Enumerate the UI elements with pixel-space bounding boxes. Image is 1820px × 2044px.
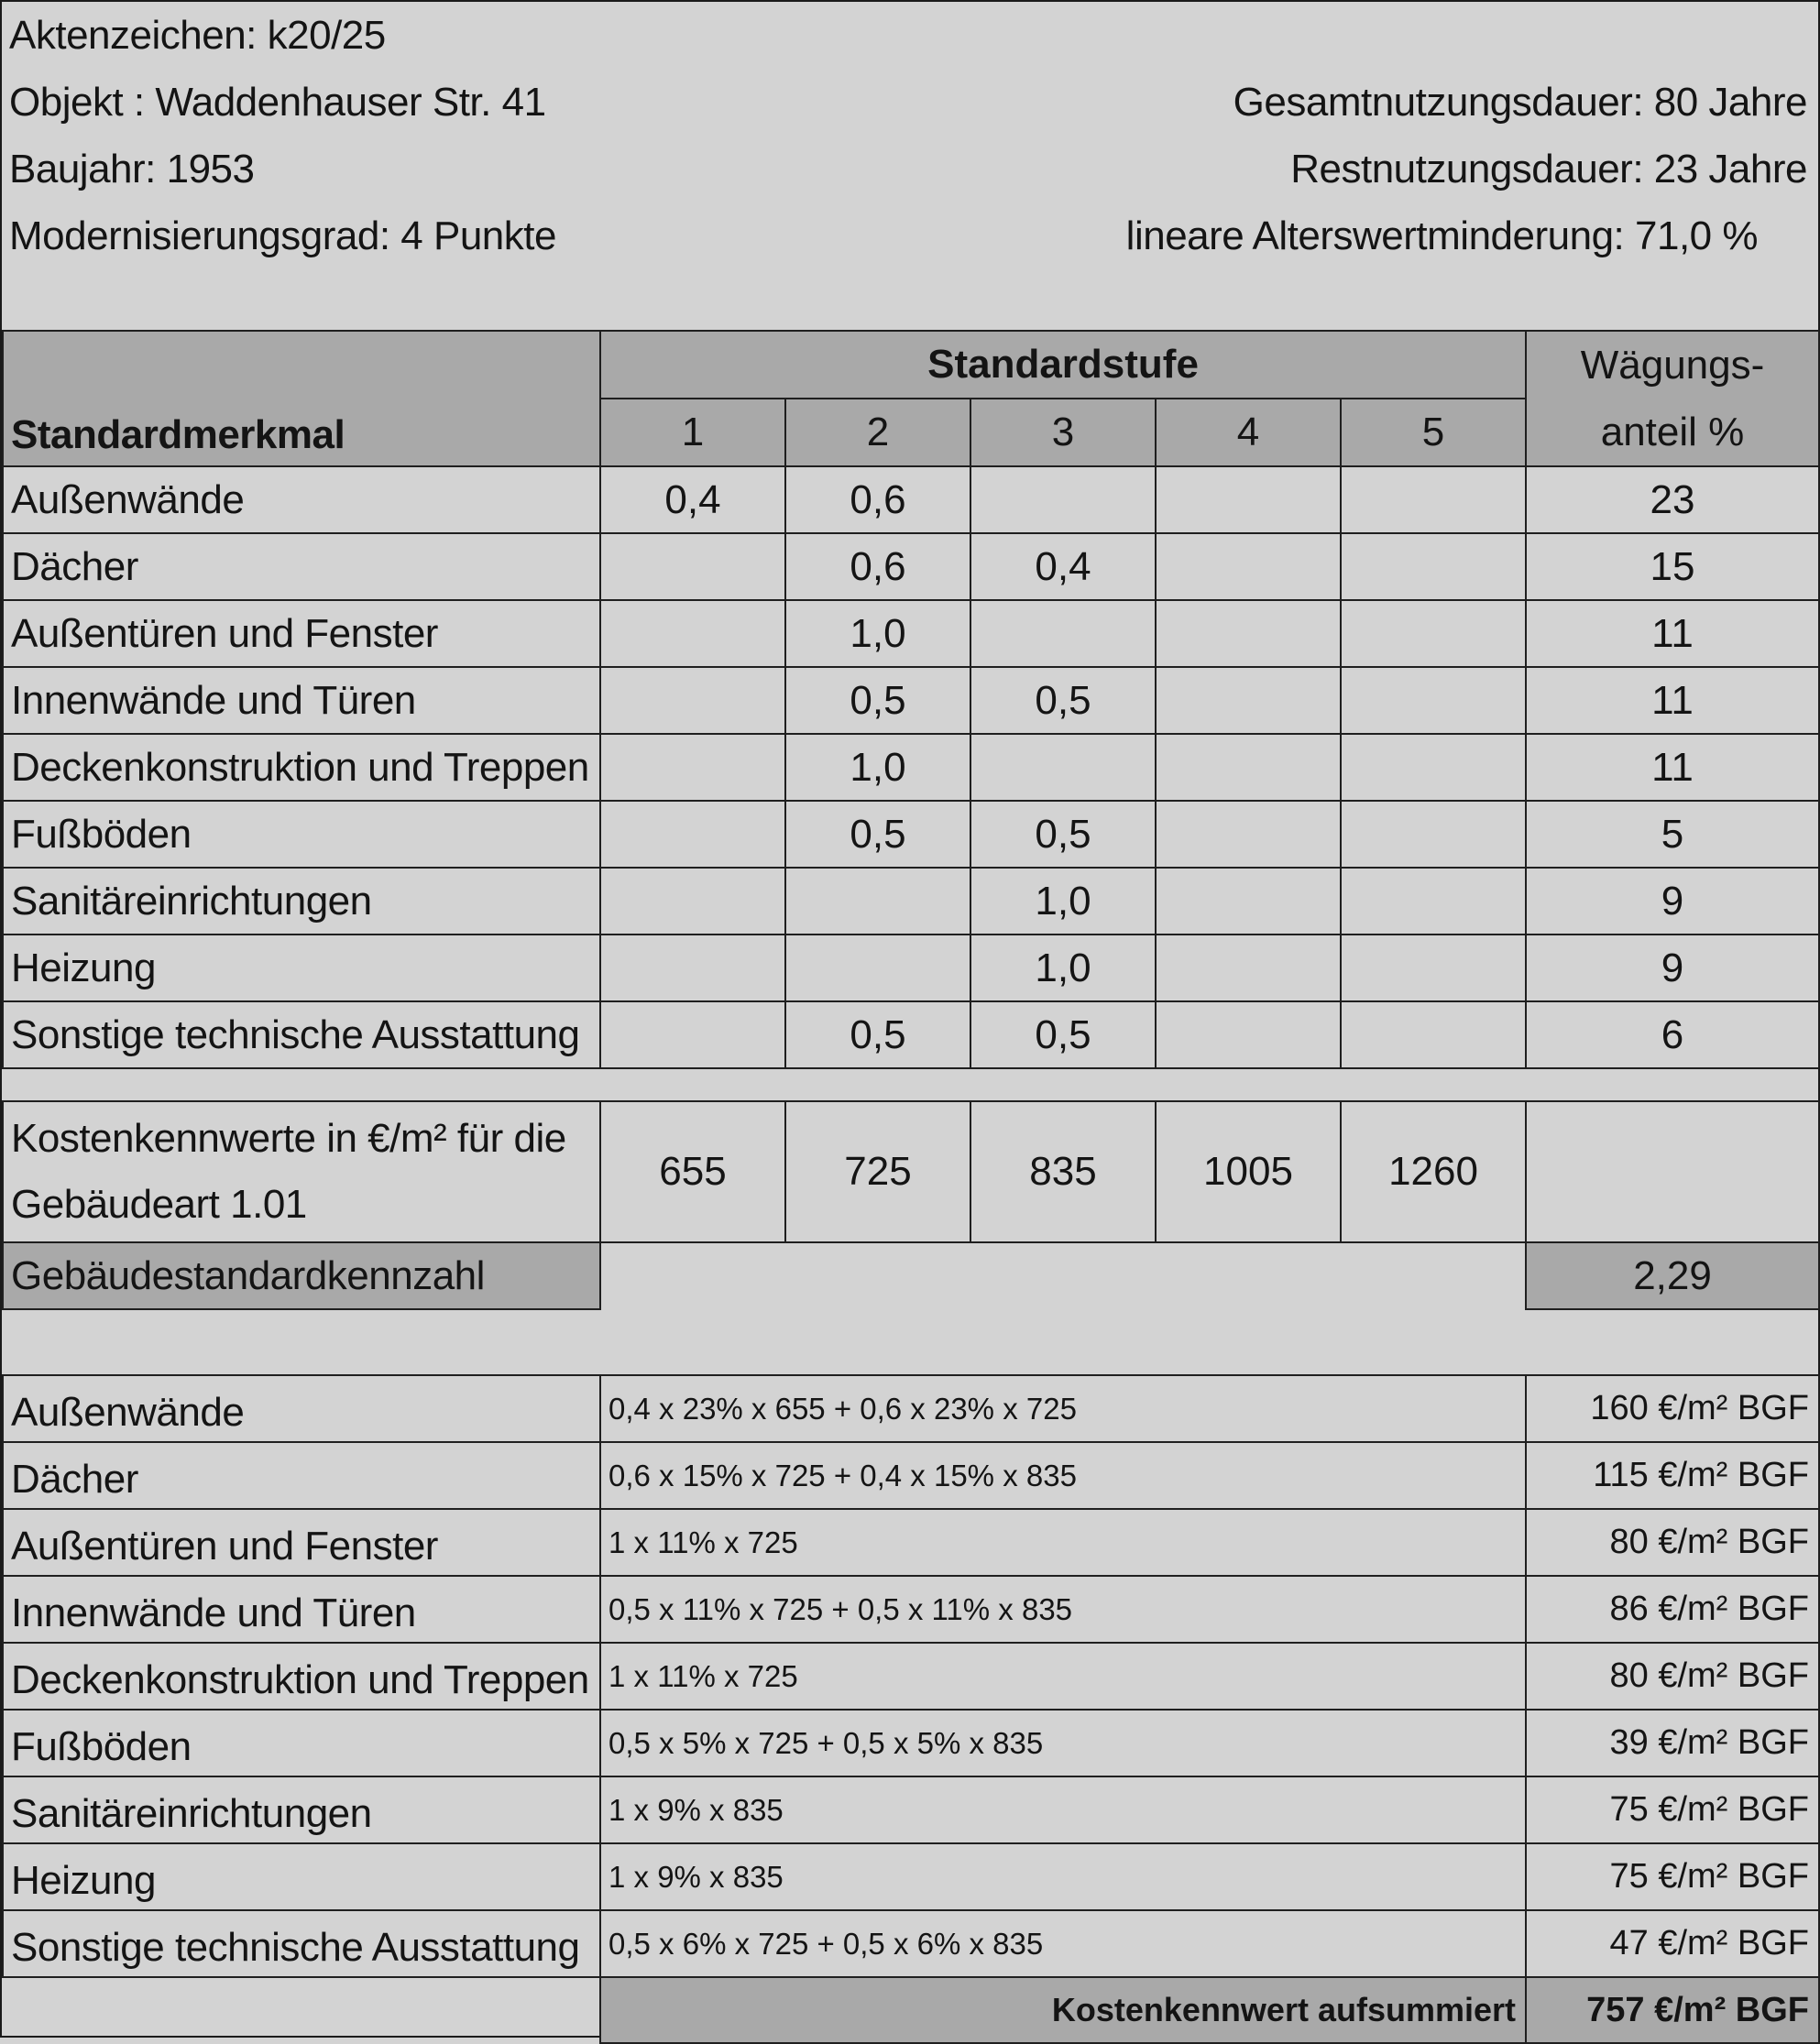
gesamtnutzungsdauer: Gesamtnutzungsdauer: 80 Jahre	[1233, 80, 1807, 125]
row-label: Fußböden	[3, 801, 600, 868]
stufe-cell-4	[1156, 734, 1341, 801]
row-label: Außenwände	[3, 1375, 600, 1442]
stufe-cell-4	[1156, 801, 1341, 868]
stufe-cell-2	[785, 868, 970, 935]
standardstufen-table	[2, 330, 1820, 1310]
row-label: Dächer	[3, 533, 600, 600]
waegung-cell: 11	[1526, 734, 1819, 801]
stufe-cell-4	[1156, 1001, 1341, 1068]
stufe-cell-2: 0,5	[785, 667, 970, 734]
stufe-cell-5	[1341, 667, 1526, 734]
kosten-row	[3, 1576, 1819, 1643]
formula-cell: 0,5 x 5% x 725 + 0,5 x 5% x 835	[600, 1710, 1526, 1776]
stufe-cell-1	[600, 533, 785, 600]
header-standardstufe: Standardstufe	[600, 331, 1526, 399]
stufe-cell-3: 0,5	[970, 1001, 1156, 1068]
stufe-cell-1	[600, 935, 785, 1001]
objekt: Objekt : Waddenhauser Str. 41	[9, 80, 546, 125]
stufe-cell-1: 0,4	[600, 466, 785, 533]
result-cell: 75 €/m² BGF	[1526, 1776, 1819, 1843]
result-cell: 47 €/m² BGF	[1526, 1910, 1819, 1977]
row-label: Innenwände und Türen	[3, 667, 600, 734]
stufe-cell-1	[600, 734, 785, 801]
stufe-cell-5	[1341, 801, 1526, 868]
row-label: Deckenkonstruktion und Treppen	[3, 734, 600, 801]
gebaeudestandardkennzahl-value: 2,29	[1526, 1242, 1819, 1309]
kostenkennwert-1: 655	[600, 1101, 785, 1242]
stufe-header-5: 5	[1341, 399, 1526, 466]
waegung-line2: anteil %	[1600, 410, 1745, 454]
stufe-cell-2	[785, 935, 970, 1001]
kosten-empty	[1526, 1101, 1819, 1242]
stufe-header-1: 1	[600, 399, 785, 466]
row-label: Sanitäreinrichtungen	[3, 868, 600, 935]
stufe-cell-4	[1156, 600, 1341, 667]
stufe-cell-4	[1156, 533, 1341, 600]
waegung-cell: 23	[1526, 466, 1819, 533]
stufe-cell-2: 0,5	[785, 1001, 970, 1068]
row-label: Innenwände und Türen	[3, 1576, 600, 1643]
stufe-cell-2: 0,6	[785, 533, 970, 600]
kosten-label-line1: Kostenkennwerte in €/m² für die	[11, 1116, 566, 1161]
stufe-cell-1	[600, 667, 785, 734]
kosten-row	[3, 1776, 1819, 1843]
waegung-line1: Wägungs-	[1580, 343, 1765, 388]
standard-row	[3, 600, 1819, 667]
kosten-label	[3, 1101, 600, 1242]
waegung-cell: 9	[1526, 935, 1819, 1001]
stufe-cell-3	[970, 600, 1156, 667]
kostenberechnung-table	[2, 1374, 1820, 2044]
aktenzeichen: Aktenzeichen: k20/25	[9, 13, 386, 58]
kostenkennwert-3: 835	[970, 1101, 1156, 1242]
stufe-cell-5	[1341, 466, 1526, 533]
standard-row	[3, 868, 1819, 935]
stufe-cell-4	[1156, 466, 1341, 533]
kostenkennwert-4: 1005	[1156, 1101, 1341, 1242]
formula-cell: 1 x 11% x 725	[600, 1643, 1526, 1710]
standard-row	[3, 466, 1819, 533]
stufe-cell-2: 0,5	[785, 801, 970, 868]
standard-row	[3, 533, 1819, 600]
stufe-cell-4	[1156, 935, 1341, 1001]
stufe-cell-3: 0,5	[970, 667, 1156, 734]
result-cell: 39 €/m² BGF	[1526, 1710, 1819, 1776]
waegung-cell: 15	[1526, 533, 1819, 600]
waegung-cell: 5	[1526, 801, 1819, 868]
stufe-header-2: 2	[785, 399, 970, 466]
restnutzungsdauer: Restnutzungsdauer: 23 Jahre	[1290, 147, 1807, 191]
stufe-cell-3	[970, 734, 1156, 801]
kosten-row	[3, 1442, 1819, 1509]
formula-cell: 0,4 x 23% x 655 + 0,6 x 23% x 725	[600, 1375, 1526, 1442]
kosten-row	[3, 1710, 1819, 1776]
row-label: Außentüren und Fenster	[3, 1509, 600, 1576]
row-label: Fußböden	[3, 1710, 600, 1776]
row-label: Sonstige technische Ausstattung	[3, 1001, 600, 1068]
kosten-row	[3, 1375, 1819, 1442]
result-cell: 160 €/m² BGF	[1526, 1375, 1819, 1442]
stufe-header-4: 4	[1156, 399, 1341, 466]
sum-value: 757 €/m² BGF	[1526, 1977, 1819, 2043]
formula-cell: 1 x 11% x 725	[600, 1509, 1526, 1576]
spacer-row	[3, 1068, 1819, 1101]
result-cell: 86 €/m² BGF	[1526, 1576, 1819, 1643]
stufe-cell-4	[1156, 868, 1341, 935]
kostenkennwert-5: 1260	[1341, 1101, 1526, 1242]
kostenkennwert-2: 725	[785, 1101, 970, 1242]
formula-cell: 1 x 9% x 835	[600, 1776, 1526, 1843]
result-cell: 80 €/m² BGF	[1526, 1509, 1819, 1576]
stufe-cell-3: 0,4	[970, 533, 1156, 600]
stufe-cell-1	[600, 1001, 785, 1068]
stufe-cell-3: 1,0	[970, 868, 1156, 935]
row-label: Deckenkonstruktion und Treppen	[3, 1643, 600, 1710]
gsk-empty	[600, 1242, 1526, 1309]
standard-row	[3, 801, 1819, 868]
header-waegungsanteil	[1526, 331, 1819, 466]
formula-cell: 0,5 x 11% x 725 + 0,5 x 11% x 835	[600, 1576, 1526, 1643]
standard-row	[3, 734, 1819, 801]
result-cell: 80 €/m² BGF	[1526, 1643, 1819, 1710]
header-standardmerkmal: Standardmerkmal	[3, 331, 600, 466]
sum-label: Kostenkennwert aufsummiert	[600, 1977, 1526, 2043]
row-label: Sonstige technische Ausstattung	[3, 1910, 600, 1977]
row-label: Außentüren und Fenster	[3, 600, 600, 667]
stufe-cell-2: 1,0	[785, 734, 970, 801]
row-label: Heizung	[3, 1843, 600, 1910]
kosten-row	[3, 1509, 1819, 1576]
standard-row	[3, 935, 1819, 1001]
stufe-cell-1	[600, 801, 785, 868]
formula-cell: 0,5 x 6% x 725 + 0,5 x 6% x 835	[600, 1910, 1526, 1977]
row-label: Dächer	[3, 1442, 600, 1509]
stufe-header-3: 3	[970, 399, 1156, 466]
standard-row	[3, 1001, 1819, 1068]
waegung-cell: 9	[1526, 868, 1819, 935]
waegung-cell: 6	[1526, 1001, 1819, 1068]
formula-cell: 0,6 x 15% x 725 + 0,4 x 15% x 835	[600, 1442, 1526, 1509]
stufe-cell-5	[1341, 1001, 1526, 1068]
stufe-cell-3	[970, 466, 1156, 533]
stufe-cell-3: 0,5	[970, 801, 1156, 868]
row-label: Außenwände	[3, 466, 600, 533]
stufe-cell-4	[1156, 667, 1341, 734]
stufe-cell-2: 0,6	[785, 466, 970, 533]
sum-empty	[3, 1977, 600, 2043]
alterswertminderung: lineare Alterswertminderung: 71,0 %	[1125, 213, 1758, 258]
row-label: Heizung	[3, 935, 600, 1001]
stufe-cell-5	[1341, 868, 1526, 935]
result-cell: 75 €/m² BGF	[1526, 1843, 1819, 1910]
formula-cell: 1 x 9% x 835	[600, 1843, 1526, 1910]
kosten-label-line2: Gebäudeart 1.01	[11, 1182, 307, 1227]
stufe-cell-5	[1341, 734, 1526, 801]
stufe-cell-1	[600, 868, 785, 935]
kosten-row	[3, 1843, 1819, 1910]
stufe-cell-5	[1341, 533, 1526, 600]
kosten-row	[3, 1910, 1819, 1977]
kosten-row	[3, 1643, 1819, 1710]
stufe-cell-1	[600, 600, 785, 667]
stufe-cell-5	[1341, 600, 1526, 667]
result-cell: 115 €/m² BGF	[1526, 1442, 1819, 1509]
waegung-cell: 11	[1526, 667, 1819, 734]
standard-row	[3, 667, 1819, 734]
stufe-cell-2: 1,0	[785, 600, 970, 667]
gebaeudestandardkennzahl-label: Gebäudestandardkennzahl	[3, 1242, 600, 1309]
baujahr: Baujahr: 1953	[9, 147, 255, 191]
stufe-cell-3: 1,0	[970, 935, 1156, 1001]
row-label: Sanitäreinrichtungen	[3, 1776, 600, 1843]
waegung-cell: 11	[1526, 600, 1819, 667]
stufe-cell-5	[1341, 935, 1526, 1001]
modernisierungsgrad: Modernisierungsgrad: 4 Punkte	[9, 213, 556, 258]
